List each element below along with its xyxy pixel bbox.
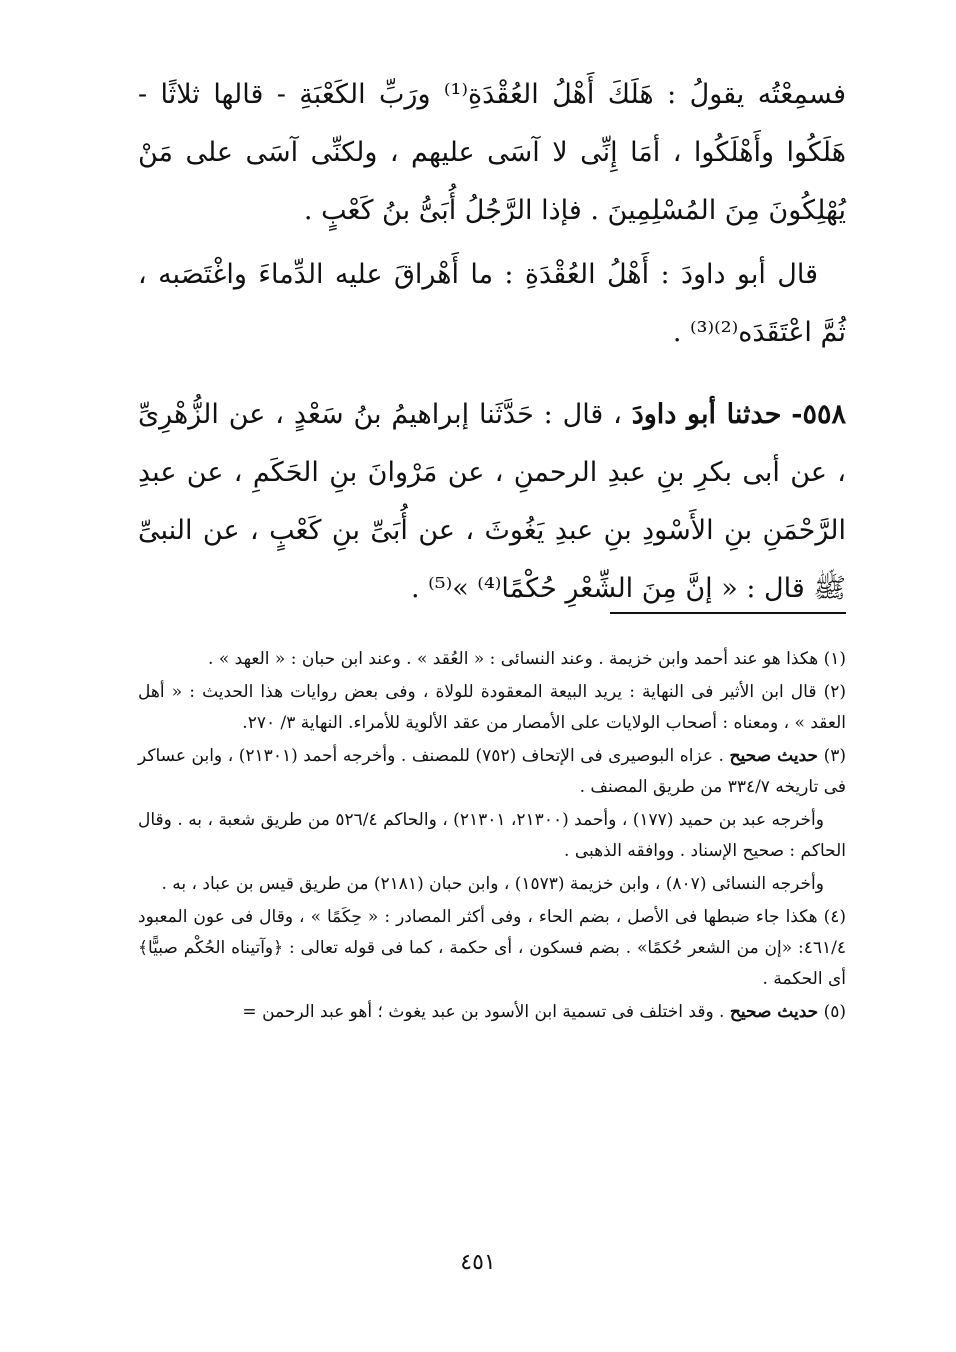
footnotes: [138, 644, 846, 1030]
quote-paragraph: فسمِعْتُه يقولُ : هَلَكَ أَهْلُ العُقْدَةِ⁽¹⁾ ورَبِّ الكَعْبَةِ - قالها ثلاثًا - هَلَكُوا وأَهْلَكُوا ، أمَا إِنِّى لا آسَى عليهم ، ولكنِّى آسَى على مَنْ يُهْلِكُونَ مِنَ المُسْلِمِينَ . فإذا الرَّجُلُ أُبَىُّ بنُ كَعْبٍ .: [138, 79, 846, 226]
footnote-3-text: . عزاه البوصيرى فى الإتحاف (٧٥٢) للمصنف . وأخرجه أحمد (٢١٣٠١) ، وابن عساكر فى تاريخه ٣٣٤/٧ من طريق المصنف .: [138, 746, 846, 797]
hadith-text: ، قال : حَدَّثَنا إبراهيمُ بنُ سَعْدٍ ، عن الزُّهْرِىِّ ، عن أبى بكرِ بنِ عبدِ الرحمنِ ، عن مَرْوانَ بنِ الحَكَمِ ، عن عبدِ الرَّحْمَنِ بنِ الأَسْودِ بنِ عبدِ يَغُوثَ ، عن أُبَىِّ بنِ كَعْبٍ ، عن النبىِّ ﷺ قال : « إنَّ مِنَ الشِّعْرِ حُكْمًا⁽⁴⁾ »⁽⁵⁾ .: [138, 399, 847, 604]
hadith-opening: حدثنا أبو داودَ: [631, 399, 782, 430]
footnote-3-continuation-2: وأخرجه النسائى (٨٠٧) ، وابن خزيمة (١٥٧٣) ، وابن حبان (٢١٨١) من طريق قيس بن عباد ، به .: [161, 874, 824, 894]
footnote-3: [138, 741, 846, 803]
footnote-3-label: (٣): [823, 746, 846, 766]
footnote-1: (١) هكذا هو عند أحمد وابن خزيمة . وعند النسائى : « العُقد » . وعند ابن حبان : « العهد » .: [208, 649, 846, 669]
footnote-5-text: . وقد اختلف فى تسمية ابن الأسود بن عبد يغوث ؛ أهو عبد الرحمن =: [242, 1002, 725, 1022]
footnote-2: (٢) قال ابن الأثير فى النهاية : يريد البيعة المعقودة للولاة ، وفى بعض روايات هذا الحديث : « أهل العقد » ، ومعناه : أصحاب الولايات على الأمصار من عقد الألوية للأمراء. النهاية ٣/ ٢٧٠.: [138, 682, 846, 733]
hadith-number: ٥٥٨-: [791, 399, 846, 430]
footnote-3-grade: حديث صحيح: [729, 746, 818, 766]
page-number: ٤٥١: [460, 1250, 496, 1275]
main-text: [138, 66, 846, 618]
footnote-3-continuation-1: وأخرجه عبد بن حميد (١٧٧) ، وأحمد (٢١٣٠٠، ٢١٣٠١) ، والحاكم ٥٢٦/٤ من طريق شعبة ، به . وقال الحاكم : صحيح الإسناد . ووافقه الذهبى .: [138, 810, 846, 861]
footnote-divider: [610, 612, 846, 614]
footnote-4: (٤) هكذا جاء ضبطها فى الأصل ، بضم الحاء ، وفى أكثر المصادر : « حِكَمًا » ، وقال فى عون المعبود ٤٦١/٤: «إن من الشعر حُكمًا» . بضم فسكون ، أى حكمة ، كما فى قوله تعالى : ﴿وآتيناه الحُكْم صبيًّا﴾ أى الحكمة .: [138, 907, 846, 989]
hadith-paragraph: [138, 386, 846, 618]
narrator-paragraph: قال أبو داودَ : أَهْلُ العُقْدَةِ : ما أَهْراقَ عليه الدِّماءَ واغْتَصَبه ، ثُمَّ اعْتَقَدَه⁽²⁾⁽³⁾ .: [138, 259, 846, 348]
footnote-5: [138, 997, 846, 1028]
footnote-5-label: (٥): [823, 1002, 846, 1022]
footnote-5-grade: حديث صحيح: [729, 1002, 819, 1022]
